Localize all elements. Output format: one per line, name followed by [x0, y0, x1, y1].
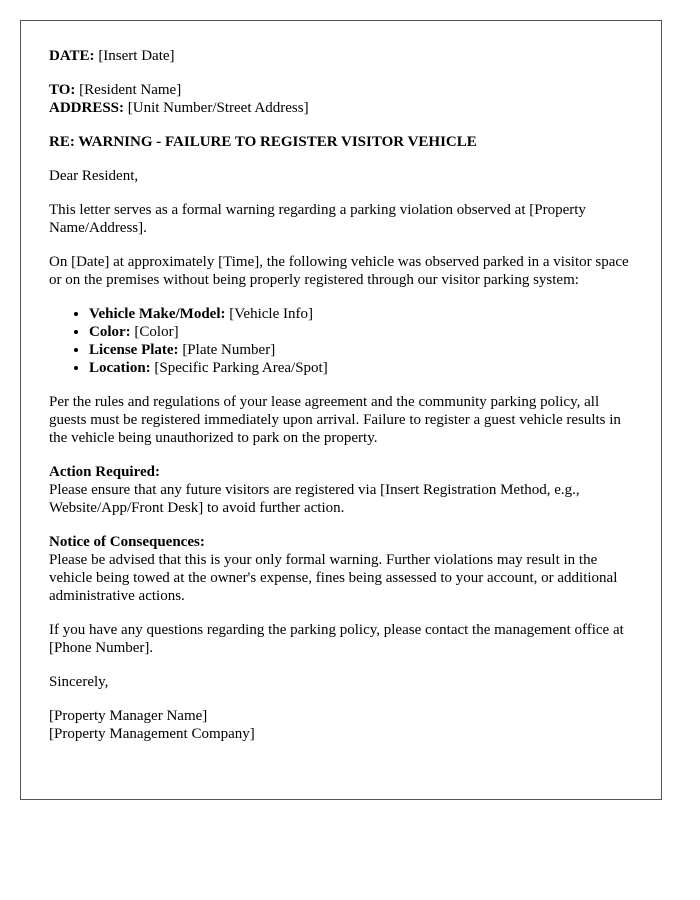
vehicle-detail-label: Location: [89, 360, 151, 376]
vehicle-detail-label: License Plate: [89, 342, 179, 358]
observation-paragraph: On [Date] at approximately [Time], the following vehicle was observed parked in a visitor space or on the premises without being properly registered through our visitor parking system: [49, 254, 629, 288]
consequences-section [49, 533, 633, 605]
action-required-heading: Action Required: [49, 464, 160, 480]
address-label: ADDRESS: [49, 100, 125, 116]
recipient-block [49, 81, 633, 117]
vehicle-detail-item [89, 323, 633, 341]
vehicle-detail-item [89, 305, 633, 323]
date-value: [Insert Date] [98, 48, 175, 64]
salutation: Dear Resident, [49, 168, 139, 184]
address-line [49, 99, 633, 117]
vehicle-detail-item [89, 341, 633, 359]
consequences-text: Please be advised that this is your only formal warning. Further violations may result in the vehicle being towed at the owner's expense, fines being assessed to your account, or additional administrative actions. [49, 552, 618, 604]
signature-block [49, 707, 633, 743]
to-value: [Resident Name] [79, 82, 182, 98]
intro-paragraph: This letter serves as a formal warning regarding a parking violation observed at [Property Name/Address]. [49, 202, 586, 236]
vehicle-detail-value: [Specific Parking Area/Spot] [154, 360, 328, 376]
vehicle-detail-label: Vehicle Make/Model: [89, 306, 226, 322]
vehicle-detail-value: [Color] [134, 324, 179, 340]
signoff: Sincerely, [49, 674, 109, 690]
vehicle-detail-value: [Vehicle Info] [229, 306, 313, 322]
manager-name: [Property Manager Name] [49, 708, 208, 724]
date-label: DATE: [49, 48, 95, 64]
subject-line: RE: WARNING - FAILURE TO REGISTER VISITOR VEHICLE [49, 134, 477, 150]
address-value: [Unit Number/Street Address] [127, 100, 309, 116]
warning-letter [20, 20, 662, 800]
policy-paragraph: Per the rules and regulations of your lease agreement and the community parking policy, all guests must be registered immediately upon arrival. Failure to register a guest vehicle results in the vehicle being unauthorized to park on the property. [49, 394, 621, 446]
vehicle-details-list [49, 305, 633, 377]
vehicle-detail-value: [Plate Number] [182, 342, 276, 358]
vehicle-detail-label: Color: [89, 324, 131, 340]
vehicle-detail-item [89, 359, 633, 377]
consequences-heading: Notice of Consequences: [49, 534, 205, 550]
action-required-section [49, 463, 633, 517]
contact-paragraph: If you have any questions regarding the parking policy, please contact the management office at [Phone Number]. [49, 622, 624, 656]
to-line [49, 81, 633, 99]
action-required-text: Please ensure that any future visitors are registered via [Insert Registration Method, e.g., Website/App/Front Desk] to avoid further action. [49, 482, 580, 516]
to-label: TO: [49, 82, 76, 98]
date-line [49, 47, 633, 65]
company-name: [Property Management Company] [49, 726, 255, 742]
